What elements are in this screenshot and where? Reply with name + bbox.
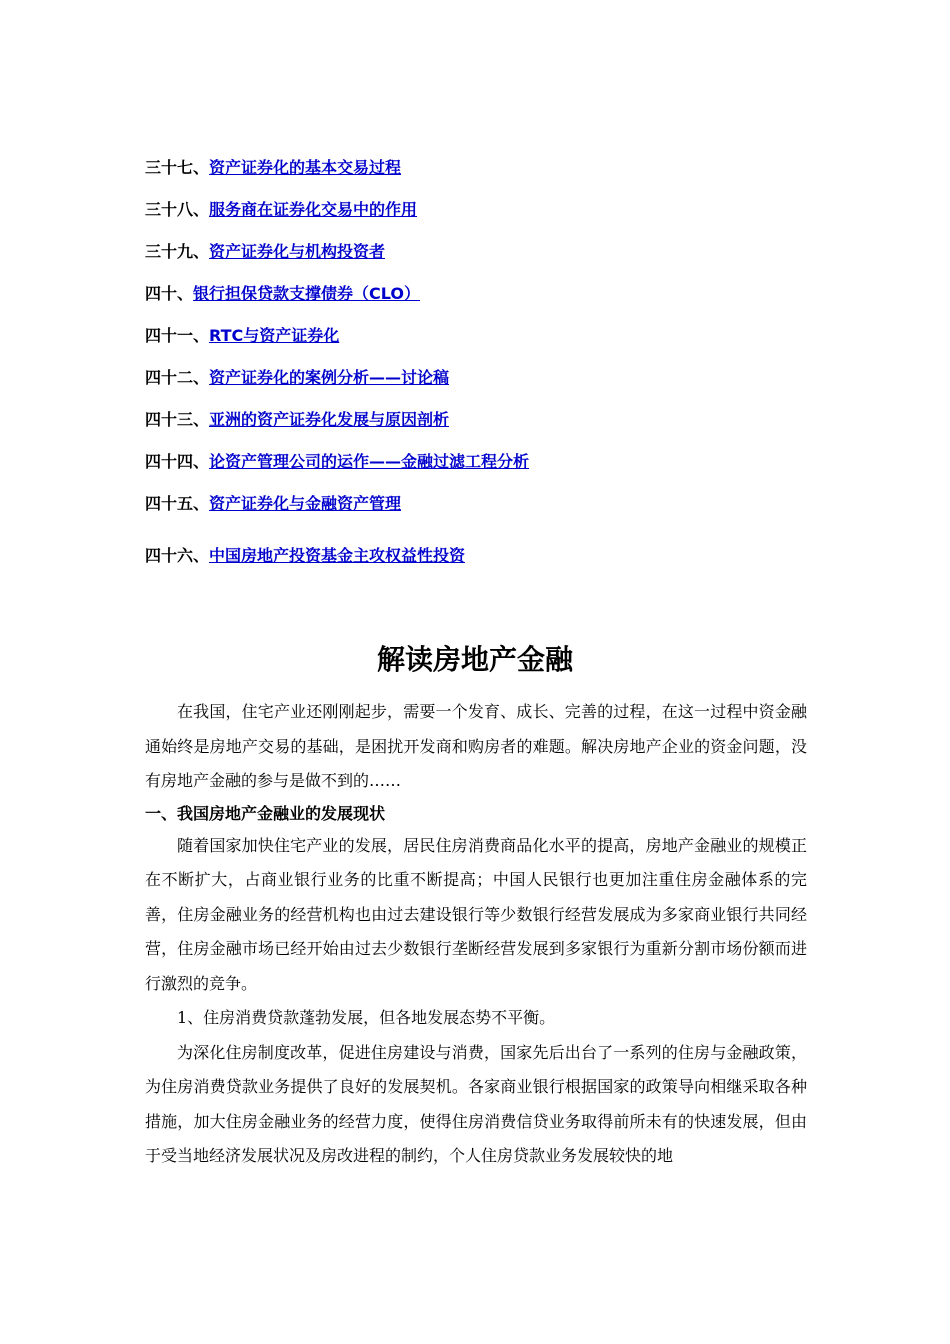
toc-number: 四十一、 (145, 326, 210, 345)
toc-item (145, 491, 825, 533)
toc-link[interactable]: 亚洲的资产证券化发展与原因剖析 (209, 410, 450, 429)
section-paragraph: 随着国家加快住宅产业的发展，居民住房消费商品化水平的提高，房地产金融业的规模正在不断扩大，占商业银行业务的比重不断提高；中国人民银行也更加注重住房金融体系的完善，住房金融业务的经营机构也由过去建设银行等少数银行经营发展成为多家商业银行共同经营，住房金融市场已经开始由过去少数银行垄断经营发展到多家银行为重新分割市场份额而进行激烈的竞争。 (145, 835, 807, 993)
toc-number: 三十七、 (145, 158, 210, 177)
toc-number: 四十六、 (145, 546, 210, 565)
toc-item (145, 407, 825, 449)
toc-link[interactable]: 服务商在证券化交易中的作用 (209, 200, 418, 219)
table-of-contents (145, 155, 825, 585)
article-body (145, 695, 807, 1174)
toc-link[interactable]: 论资产管理公司的运作——金融过滤工程分析 (209, 452, 530, 471)
toc-item (145, 323, 825, 365)
toc-number: 四十、 (145, 284, 194, 303)
toc-item (145, 281, 825, 323)
toc-item (145, 239, 825, 281)
toc-number: 三十八、 (145, 200, 210, 219)
toc-number: 四十四、 (145, 452, 210, 471)
toc-link[interactable]: 资产证券化的案例分析——讨论稿 (209, 368, 450, 387)
toc-link[interactable]: 中国房地产投资基金主攻权益性投资 (209, 546, 466, 565)
toc-number: 三十九、 (145, 242, 210, 261)
toc-item (145, 197, 825, 239)
toc-link[interactable]: 资产证券化与金融资产管理 (209, 494, 402, 513)
toc-number: 四十三、 (145, 410, 210, 429)
toc-item (145, 155, 825, 197)
toc-link[interactable]: RTC与资产证券化 (209, 326, 340, 345)
subsection-heading: 1、住房消费贷款蓬勃发展，但各地发展态势不平衡。 (177, 1008, 556, 1027)
toc-item (145, 543, 825, 585)
toc-item (145, 449, 825, 491)
toc-number: 四十五、 (145, 494, 210, 513)
intro-paragraph: 在我国，住宅产业还刚刚起步，需要一个发育、成长、完善的过程，在这一过程中资金融通始终是房地产交易的基础，是困扰开发商和购房者的难题。解决房地产企业的资金问题，没有房地产金融的参与是做不到的…… (145, 702, 807, 790)
article-title: 解读房地产金融 (376, 643, 573, 676)
section-heading: 一、我国房地产金融业的发展现状 (145, 803, 386, 823)
toc-link[interactable]: 资产证券化的基本交易过程 (209, 158, 402, 177)
subsection-paragraph: 为深化住房制度改革，促进住房建设与消费，国家先后出台了一系列的住房与金融政策，为住房消费贷款业务提供了良好的发展契机。各家商业银行根据国家的政策导向相继采取各种措施，加大住房金融业务的经营力度，使得住房消费信贷业务取得前所未有的快速发展，但由于受当地经济发展状况及房改进程的制约，个人住房贷款业务发展较快的地 (145, 1042, 807, 1165)
toc-number: 四十二、 (145, 368, 210, 387)
toc-item (145, 365, 825, 407)
toc-link[interactable]: 资产证券化与机构投资者 (209, 242, 386, 261)
toc-link[interactable]: 银行担保贷款支撑债券（CLO） (193, 284, 420, 303)
